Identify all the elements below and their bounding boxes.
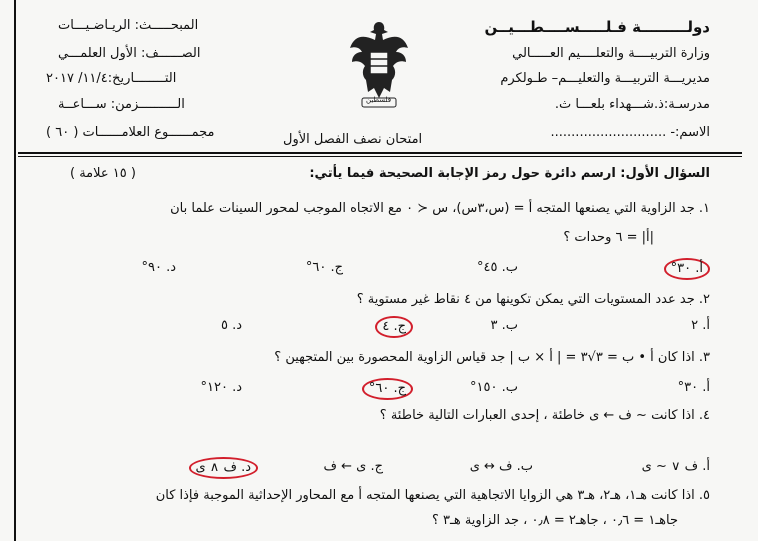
header-divider-thin <box>18 156 742 157</box>
exam-title: امتحان نصف الفصل الأول <box>283 132 423 147</box>
total-marks-label: مجمــــــوع العلامــــــات ( ٦٠ ) <box>46 125 215 140</box>
q2-option-b: ب. ٣ <box>490 318 518 333</box>
directorate-name: مديريـــة التربيـــة والتعليـــم– طـولكرم <box>500 71 710 86</box>
q2-option-a: أ. ٢ <box>691 318 710 333</box>
q4-option-c: ج. ى ← ف <box>323 459 383 474</box>
subject-label: المبحـــــث: الريـاضـيـــات <box>58 18 199 33</box>
school-name: مدرسـة:ذ.شـــهداء بلعـــا ث. <box>554 97 710 112</box>
student-name-field: الاسم:- ............................ <box>550 125 710 140</box>
question-4-text: ٤. اذا كانت ~ ف ← ى خاطئة ، إحدى العبارات التالية خاطئة ؟ <box>379 408 710 423</box>
state-name: دولـــــــــة فـلـــــســــطـــيــن <box>484 18 710 36</box>
question-1-text: ١. جد الزاوية التي يصنعها المتجه أ = (س،٣س)، س ≺ ٠ مع الاتجاه الموجب لمحور السينات علما بان <box>170 201 710 216</box>
section-title: السؤال الأول: ارسم دائرة حول رمز الإجابة الصحيحة فيما يأتي: <box>309 166 710 181</box>
question-5-text-cont: جاهـ١ = ٠٫٦ ، جاهـ٢ = ٠٫٨ ، جد الزاوية هـ٣ ؟ <box>432 513 678 528</box>
q3-option-a: أ. ٣٠° <box>677 380 710 395</box>
emblem-caption: فلسطين <box>366 96 392 104</box>
answer-circle: د. ف ∧ ى <box>189 457 259 479</box>
q4-option-a: أ. ف ∨ ~ ى <box>641 459 710 474</box>
q1-option-d: د. ٩٠° <box>141 260 176 275</box>
section-marks: ( ١٥ علامة ) <box>70 166 136 181</box>
q1-option-c: ج. ٦٠° <box>305 260 343 275</box>
q2-option-c <box>375 316 413 338</box>
answer-circle: ج. ٤ <box>375 316 413 338</box>
date-label: التــــــــاريخ:١١/٤/ ٢٠١٧ <box>46 71 177 86</box>
q3-option-c <box>362 378 413 400</box>
time-label: الــــــــــزمن: ســـاعــة <box>58 97 185 112</box>
question-1-text-cont: |أ| = ٦ وحدات ؟ <box>563 230 654 245</box>
q4-option-d <box>189 457 259 479</box>
q1-option-a <box>664 258 710 280</box>
q2-option-d: د. ٥ <box>220 318 242 333</box>
answer-circle: ج. ٦٠° <box>362 378 413 400</box>
palestine-eagle-emblem-icon <box>348 18 410 110</box>
grade-label: الصــــــف: الأول العلمـــي <box>58 46 201 61</box>
q3-option-b: ب. ١٥٠° <box>470 380 518 395</box>
header-divider <box>18 152 742 154</box>
q4-option-b: ب. ف ↔ ى <box>469 459 533 474</box>
question-3-text: ٣. اذا كان أ • ب = ٣√٣ = | أ × ب | جد قياس الزاوية المحصورة بين المتجهين ؟ <box>274 350 710 365</box>
q3-option-d: د. ١٢٠° <box>200 380 242 395</box>
ministry-name: وزارة التربيــــة والتعلــــيم العـــــالي <box>512 46 710 61</box>
answer-circle: أ. ٣٠° <box>664 258 710 280</box>
q1-option-b: ب. ٤٥° <box>477 260 518 275</box>
question-2-text: ٢. جد عدد المستويات التي يمكن تكوينها من ٤ نقاط غير مستوية ؟ <box>356 292 710 307</box>
question-5-text: ٥. اذا كانت هـ١، هـ٢، هـ٣ هي الزوايا الاتجاهية التي يصنعها المتجه أ مع المحاور الإحداثية الموجبة فإذا كان <box>155 488 710 503</box>
page-border <box>14 0 16 541</box>
